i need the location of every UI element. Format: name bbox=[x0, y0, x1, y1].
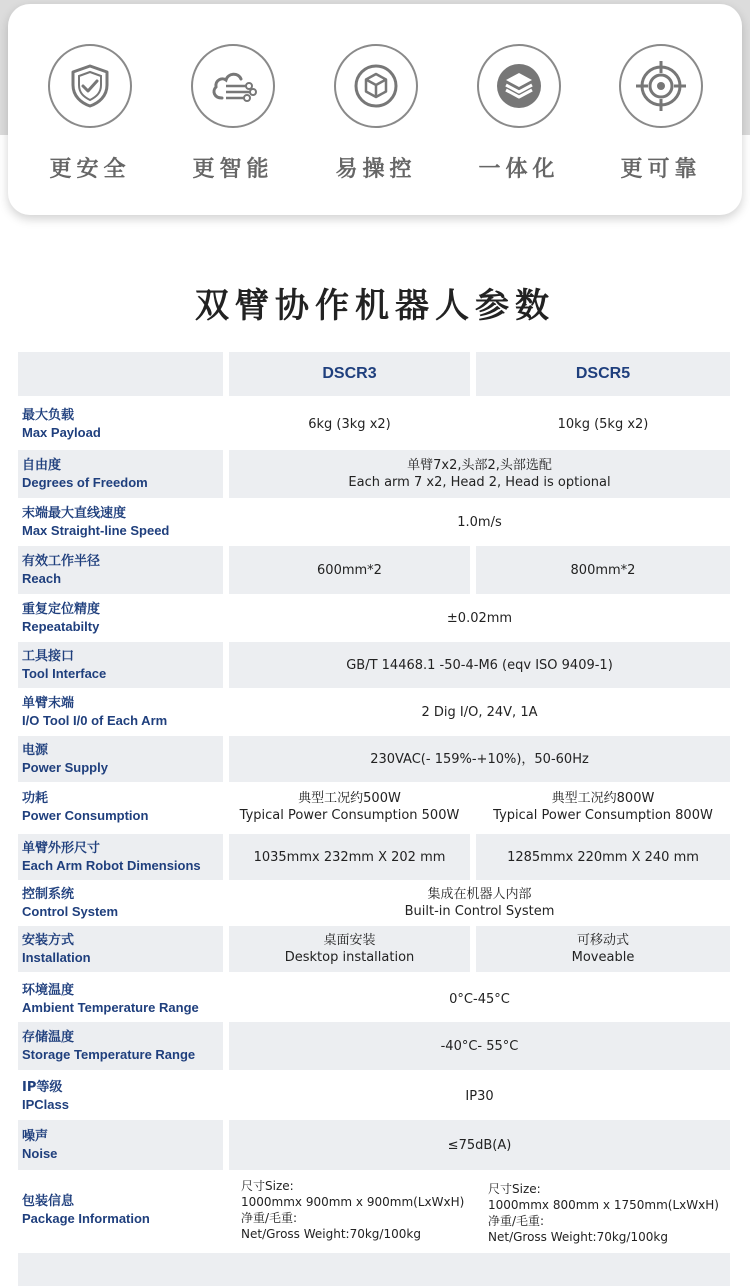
table-row bbox=[18, 498, 730, 546]
header-dscr5 bbox=[476, 352, 730, 396]
cube-icon bbox=[334, 44, 418, 128]
value-shared-cn: 单臂7x2,头部2,头部选配 bbox=[407, 458, 552, 473]
row-label-en: Power Supply bbox=[22, 760, 108, 775]
row-label-en: Max Payload bbox=[22, 425, 101, 440]
table-row bbox=[18, 688, 730, 736]
footer-shade-bar bbox=[18, 1253, 730, 1286]
value-shared: ≤75dB(A) bbox=[447, 1137, 512, 1153]
feature-label: 更智能 bbox=[192, 157, 274, 182]
feature-intelligent bbox=[183, 44, 283, 183]
table-row bbox=[18, 926, 730, 972]
package-line: 尺寸Size: bbox=[488, 1182, 541, 1196]
target-icon bbox=[619, 44, 703, 128]
value-dscr3: 6kg (3kg x2) bbox=[308, 416, 391, 432]
row-label-en: I/O Tool I/0 of Each Arm bbox=[22, 713, 168, 728]
row-label-cn: 包装信息 bbox=[22, 1194, 75, 1209]
row-label-en: Tool Interface bbox=[22, 666, 107, 681]
table-row bbox=[18, 402, 730, 446]
page-title: 双臂协作机器人参数 bbox=[195, 286, 555, 326]
package-line: 净重/毛重: bbox=[241, 1211, 298, 1225]
table-row bbox=[18, 834, 730, 880]
row-label-cn: 末端最大直线速度 bbox=[22, 506, 127, 521]
package-line: 净重/毛重: bbox=[488, 1214, 545, 1228]
value-dscr5: 10kg (5kg x2) bbox=[557, 416, 649, 432]
row-label-cn: 自由度 bbox=[22, 458, 62, 473]
row-label-cn: 电源 bbox=[22, 743, 49, 758]
table-row bbox=[18, 736, 730, 782]
row-label-en: Storage Temperature Range bbox=[22, 1047, 196, 1062]
table-row bbox=[18, 1172, 730, 1248]
row-label-cn: 环境温度 bbox=[22, 983, 75, 998]
value-dscr3-cn: 桌面安装 bbox=[323, 933, 376, 948]
row-label-en: Noise bbox=[22, 1146, 58, 1161]
row-label-cn: 重复定位精度 bbox=[22, 602, 101, 617]
row-label-en: Package Information bbox=[22, 1211, 150, 1226]
row-label-cn: 最大负载 bbox=[22, 408, 75, 423]
feature-label: 更安全 bbox=[49, 157, 131, 182]
row-label-en: Max Straight-line Speed bbox=[22, 523, 170, 538]
value-shared: 1.0m/s bbox=[457, 514, 502, 530]
value-dscr5-cn: 典型工况约800W bbox=[551, 791, 655, 806]
value-dscr5: 800mm*2 bbox=[570, 562, 636, 578]
value-shared-en: Built-in Control System bbox=[404, 904, 555, 919]
row-label-cn: 单臂末端 bbox=[22, 696, 75, 711]
table-row bbox=[18, 880, 730, 926]
value-shared: 0°C-45°C bbox=[449, 991, 510, 1007]
row-label-en: Power Consumption bbox=[22, 808, 149, 823]
value-shared: IP30 bbox=[465, 1088, 494, 1104]
table-row bbox=[18, 784, 730, 830]
value-dscr5-en: Moveable bbox=[571, 950, 635, 965]
feature-label: 更可靠 bbox=[620, 157, 702, 182]
value-shared: ±0.02mm bbox=[446, 610, 513, 626]
value-dscr3-en: Desktop installation bbox=[284, 950, 415, 965]
feature-card bbox=[8, 4, 742, 215]
row-label-en: Control System bbox=[22, 904, 119, 919]
value-shared: 230VAC(- 159%-+10%)，50-60Hz bbox=[370, 751, 589, 767]
package-line: 1000mmx 900mm x 900mm(LxWxH) bbox=[241, 1195, 465, 1209]
row-label-cn: 控制系统 bbox=[22, 887, 75, 902]
row-label-cn: 有效工作半径 bbox=[22, 554, 101, 569]
row-label-en: Ambient Temperature Range bbox=[22, 1000, 199, 1015]
table-row bbox=[18, 976, 730, 1022]
row-label-en: Installation bbox=[22, 950, 91, 965]
row-label-cn: 噪声 bbox=[22, 1129, 49, 1144]
value-shared: GB/T 14468.1 -50-4-M6 (eqv ISO 9409-1) bbox=[346, 657, 613, 673]
row-label-cn: 单臂外形尺寸 bbox=[22, 841, 101, 856]
table-row bbox=[18, 1120, 730, 1170]
row-label-en: IPClass bbox=[22, 1097, 69, 1112]
col1-label: DSCR3 bbox=[322, 365, 377, 382]
table-row bbox=[18, 1022, 730, 1070]
row-label-cn: IP等级 bbox=[22, 1080, 63, 1095]
feature-safety bbox=[40, 44, 140, 183]
package-line: 1000mmx 800mm x 1750mm(LxWxH) bbox=[488, 1198, 719, 1212]
package-line: Net/Gross Weight:70kg/100kg bbox=[488, 1230, 668, 1244]
shield-check-icon bbox=[48, 44, 132, 128]
row-label-en: Each Arm Robot Dimensions bbox=[22, 858, 201, 873]
table-header-row bbox=[18, 352, 730, 396]
row-label-cn: 功耗 bbox=[22, 791, 49, 806]
col2-label: DSCR5 bbox=[575, 365, 631, 382]
row-label-en: Repeatabilty bbox=[22, 619, 100, 634]
header-empty-cell bbox=[18, 352, 223, 396]
table-row bbox=[18, 450, 730, 498]
table-row bbox=[18, 1072, 730, 1120]
package-line: 尺寸Size: bbox=[241, 1179, 294, 1193]
layers-icon bbox=[477, 44, 561, 128]
value-dscr5-en: Typical Power Consumption 800W bbox=[493, 808, 713, 823]
row-label-cn: 安装方式 bbox=[22, 933, 75, 948]
feature-label: 一体化 bbox=[478, 157, 560, 182]
table-row bbox=[18, 546, 730, 594]
row-label-cn: 工具接口 bbox=[22, 649, 75, 664]
feature-easy-control bbox=[326, 44, 426, 183]
value-dscr5-cn: 可移动式 bbox=[576, 933, 629, 948]
value-dscr3-en: Typical Power Consumption 500W bbox=[239, 808, 460, 823]
row-label-cn: 存储温度 bbox=[22, 1030, 75, 1045]
cloud-circuit-icon bbox=[191, 44, 275, 128]
feature-integrated bbox=[469, 44, 569, 183]
value-shared: -40°C- 55°C bbox=[440, 1038, 519, 1054]
value-shared-en: Each arm 7 x2, Head 2, Head is optional bbox=[348, 475, 611, 490]
value-dscr5: 1285mmx 220mm X 240 mm bbox=[507, 849, 699, 865]
value-dscr3: 600mm*2 bbox=[317, 562, 382, 578]
feature-label: 易操控 bbox=[335, 157, 417, 182]
value-dscr3-cn: 典型工况约500W bbox=[298, 791, 401, 806]
header-dscr3 bbox=[229, 352, 470, 396]
package-line: Net/Gross Weight:70kg/100kg bbox=[241, 1227, 421, 1241]
value-shared: 2 Dig I/O, 24V, 1A bbox=[421, 704, 538, 720]
feature-reliable bbox=[611, 44, 711, 183]
value-dscr3: 1035mmx 232mm X 202 mm bbox=[253, 849, 446, 865]
value-shared-cn: 集成在机器人内部 bbox=[427, 887, 532, 902]
row-label-en: Reach bbox=[22, 571, 62, 586]
row-label-en: Degrees of Freedom bbox=[22, 475, 148, 490]
table-row bbox=[18, 642, 730, 688]
table-row bbox=[18, 594, 730, 642]
